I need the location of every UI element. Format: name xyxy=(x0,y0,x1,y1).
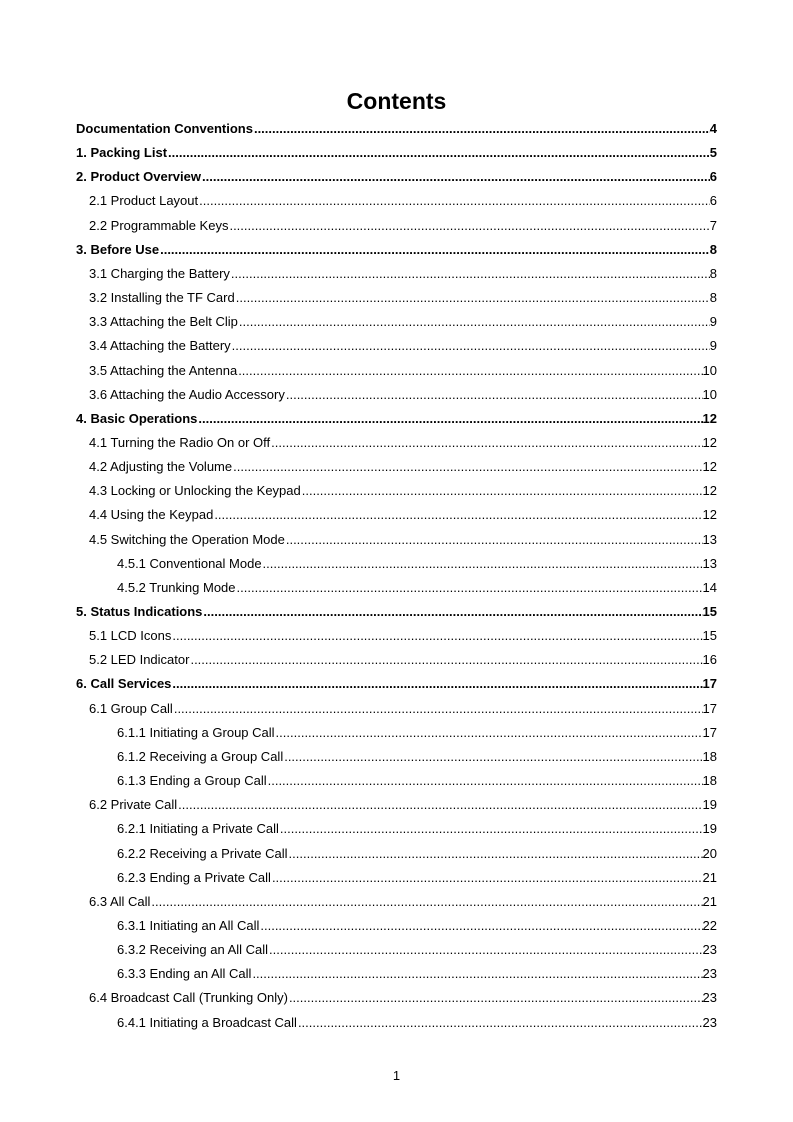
toc-entry-title: 4.3 Locking or Unlocking the Keypad xyxy=(89,483,301,499)
toc-entry-title: 3.1 Charging the Battery xyxy=(89,265,230,281)
toc-dot-leader xyxy=(298,1011,703,1035)
toc-entry-page: 10 xyxy=(702,362,717,378)
toc-entry[interactable] xyxy=(89,503,717,527)
toc-dot-leader xyxy=(289,986,703,1010)
toc-dot-leader xyxy=(190,648,702,672)
toc-entry-title: 3.4 Attaching the Battery xyxy=(89,338,231,354)
toc-entry-title: 3.2 Installing the TF Card xyxy=(89,290,235,306)
toc-entry[interactable] xyxy=(117,769,717,793)
toc-entry-page: 19 xyxy=(702,821,717,837)
toc-entry-page: 6 xyxy=(709,169,717,185)
toc-dot-leader xyxy=(172,624,702,648)
toc-dot-leader xyxy=(214,503,702,527)
toc-entry-page: 10 xyxy=(702,386,717,402)
toc-entry-page: 4 xyxy=(709,121,717,136)
toc-entry-title: 6.2.1 Initiating a Private Call xyxy=(117,821,279,837)
toc-dot-leader xyxy=(202,165,710,189)
toc-entry[interactable] xyxy=(117,938,717,962)
toc-entry-page: 6 xyxy=(709,193,717,209)
toc-entry[interactable] xyxy=(89,334,717,358)
toc-entry-title: 6.3.1 Initiating an All Call xyxy=(117,917,260,933)
toc-entry-title: 6. Call Services xyxy=(76,676,172,692)
toc-entry[interactable] xyxy=(89,359,717,383)
toc-dot-leader xyxy=(272,866,703,890)
toc-entry-page: 18 xyxy=(702,748,717,764)
toc-dot-leader xyxy=(231,262,710,286)
toc-entry[interactable] xyxy=(89,528,717,552)
toc-dot-leader xyxy=(268,769,703,793)
toc-dot-leader xyxy=(284,745,702,769)
toc-dot-leader xyxy=(232,334,710,358)
toc-entry-title: 1. Packing List xyxy=(76,145,168,161)
toc-entry[interactable] xyxy=(117,842,717,866)
page-number: 1 xyxy=(392,1068,401,1083)
toc-entry-page: 7 xyxy=(709,217,717,233)
toc-entry[interactable] xyxy=(89,986,717,1010)
toc-dot-leader xyxy=(289,842,703,866)
toc-dot-leader xyxy=(160,238,710,262)
toc-entry-page: 9 xyxy=(709,314,717,330)
toc-entry-title: 6.2 Private Call xyxy=(89,797,178,813)
toc-entry-title: 3.6 Attaching the Audio Accessory xyxy=(89,386,285,402)
toc-entry[interactable] xyxy=(117,576,717,600)
toc-entry-page: 13 xyxy=(702,531,717,547)
toc-entry[interactable] xyxy=(117,817,717,841)
toc-entry-page: 5 xyxy=(709,145,717,161)
toc-dot-leader xyxy=(199,189,710,213)
toc-entry-page: 21 xyxy=(702,869,717,885)
toc-entry[interactable] xyxy=(89,793,717,817)
toc-entry-page: 13 xyxy=(702,555,717,571)
toc-entry-title: 2.1 Product Layout xyxy=(89,193,199,209)
toc-entry-page: 8 xyxy=(709,241,717,257)
toc-entry[interactable] xyxy=(117,552,717,576)
toc-entry-title: 4.5.2 Trunking Mode xyxy=(117,579,236,595)
toc-entry-title: 5.1 LCD Icons xyxy=(89,628,172,644)
toc-entry-page: 18 xyxy=(702,773,717,789)
toc-entry[interactable] xyxy=(89,262,717,286)
toc-entry[interactable] xyxy=(117,962,717,986)
toc-entry-title: 3. Before Use xyxy=(76,241,160,257)
toc-dot-leader xyxy=(252,962,702,986)
toc-entry[interactable] xyxy=(89,189,717,213)
toc-entry-page: 12 xyxy=(702,507,717,523)
toc-entry-title: 6.2.3 Ending a Private Call xyxy=(117,869,271,885)
toc-entry-title: 4. Basic Operations xyxy=(76,410,198,426)
toc-entry[interactable] xyxy=(76,407,717,431)
toc-entry[interactable] xyxy=(117,866,717,890)
toc-entry-title: 4.1 Turning the Radio On or Off xyxy=(89,434,271,450)
toc-dot-leader xyxy=(263,552,703,576)
toc-dot-leader xyxy=(269,938,703,962)
toc-entry[interactable] xyxy=(89,286,717,310)
toc-entry-title: 3.5 Attaching the Antenna xyxy=(89,362,238,378)
toc-dot-leader xyxy=(174,697,703,721)
toc-entry-title: 4.5 Switching the Operation Mode xyxy=(89,531,285,547)
toc-dot-leader xyxy=(203,600,702,624)
toc-entry-page: 17 xyxy=(702,724,717,740)
toc-dot-leader xyxy=(302,479,703,503)
toc-entry-title: 6.3 All Call xyxy=(89,893,151,909)
toc-entry-title: 6.3.3 Ending an All Call xyxy=(117,966,252,982)
toc-dot-leader xyxy=(286,528,703,552)
toc-entry-page: 17 xyxy=(702,676,717,692)
toc-entry[interactable] xyxy=(76,238,717,262)
toc-entry-title: 6.1.2 Receiving a Group Call xyxy=(117,748,284,764)
toc-dot-leader xyxy=(260,914,702,938)
toc-entry-page: 15 xyxy=(702,628,717,644)
toc-entry[interactable] xyxy=(89,455,717,479)
toc-entry[interactable] xyxy=(89,624,717,648)
toc-entry[interactable] xyxy=(89,648,717,672)
toc-entry[interactable] xyxy=(117,1011,717,1035)
toc-entry-page: 22 xyxy=(702,917,717,933)
page-title: Contents xyxy=(346,88,447,114)
toc-dot-leader xyxy=(254,117,710,141)
toc-entry-title: 2.2 Programmable Keys xyxy=(89,217,229,233)
toc-entry[interactable] xyxy=(117,914,717,938)
toc-dot-leader xyxy=(286,383,703,407)
toc-entry-page: 19 xyxy=(702,797,717,813)
toc-entry[interactable] xyxy=(76,165,717,189)
toc-entry-page: 23 xyxy=(702,966,717,982)
toc-entry-page: 23 xyxy=(702,990,717,1006)
toc-dot-leader xyxy=(233,455,702,479)
toc-dot-leader xyxy=(168,141,710,165)
toc-dot-leader xyxy=(198,407,702,431)
toc-entry-page: 23 xyxy=(702,1014,717,1030)
toc-entry-title: 5. Status Indications xyxy=(76,604,203,619)
toc-entry-title: 6.2.2 Receiving a Private Call xyxy=(117,845,288,861)
toc-entry[interactable] xyxy=(89,697,717,721)
toc-dot-leader xyxy=(178,793,702,817)
toc-entry-page: 12 xyxy=(702,434,717,450)
toc-entry-title: 4.2 Adjusting the Volume xyxy=(89,459,233,475)
toc-entry[interactable] xyxy=(89,214,717,238)
toc-dot-leader xyxy=(276,721,703,745)
toc-entry[interactable] xyxy=(76,117,717,141)
toc-entry[interactable] xyxy=(89,310,717,334)
toc-dot-leader xyxy=(238,359,702,383)
toc-entry-title: 4.4 Using the Keypad xyxy=(89,507,214,523)
toc-dot-leader xyxy=(239,310,710,334)
toc-entry-title: 6.4 Broadcast Call (Trunking Only) xyxy=(89,990,288,1006)
toc-entry[interactable] xyxy=(89,890,717,914)
toc-entry-title: Documentation Conventions xyxy=(76,121,253,136)
toc-entry[interactable] xyxy=(89,431,717,455)
toc-dot-leader xyxy=(237,576,703,600)
toc-dot-leader xyxy=(271,431,702,455)
toc-dot-leader xyxy=(172,672,702,696)
toc-entry-page: 14 xyxy=(702,579,717,595)
toc-dot-leader xyxy=(280,817,703,841)
toc-entry[interactable] xyxy=(89,479,717,503)
toc-entry-page: 20 xyxy=(702,845,717,861)
toc-entry-title: 3.3 Attaching the Belt Clip xyxy=(89,314,238,330)
toc-entry-page: 8 xyxy=(709,265,717,281)
toc-entry-page: 15 xyxy=(702,604,717,619)
toc-dot-leader xyxy=(236,286,710,310)
toc-entry-title: 6.4.1 Initiating a Broadcast Call xyxy=(117,1014,297,1030)
toc-entry-title: 6.1.1 Initiating a Group Call xyxy=(117,724,275,740)
toc-entry-page: 12 xyxy=(702,410,717,426)
toc-entry-title: 6.1 Group Call xyxy=(89,700,173,716)
toc-entry-page: 12 xyxy=(702,483,717,499)
toc-entry[interactable] xyxy=(76,141,717,165)
toc-entry-title: 2. Product Overview xyxy=(76,169,201,185)
toc-entry-title: 5.2 LED Indicator xyxy=(89,652,190,668)
toc-entry-page: 17 xyxy=(702,700,717,716)
toc-entry[interactable] xyxy=(89,383,717,407)
toc-dot-leader xyxy=(151,890,702,914)
toc-entry[interactable] xyxy=(117,745,717,769)
toc-entry-title: 6.3.2 Receiving an All Call xyxy=(117,942,269,958)
toc-entry-page: 8 xyxy=(709,290,717,306)
toc-entry[interactable] xyxy=(117,721,717,745)
toc-entry-page: 23 xyxy=(702,942,717,958)
toc-entry-title: 6.1.3 Ending a Group Call xyxy=(117,773,267,789)
toc-entry-page: 9 xyxy=(709,338,717,354)
toc-dot-leader xyxy=(229,214,709,238)
toc-entry-page: 16 xyxy=(702,652,717,668)
toc-entry[interactable] xyxy=(76,600,717,624)
toc-entry-page: 21 xyxy=(702,893,717,909)
toc-entry-title: 4.5.1 Conventional Mode xyxy=(117,555,262,571)
toc-entry-page: 12 xyxy=(702,459,717,475)
toc-entry[interactable] xyxy=(76,672,717,696)
